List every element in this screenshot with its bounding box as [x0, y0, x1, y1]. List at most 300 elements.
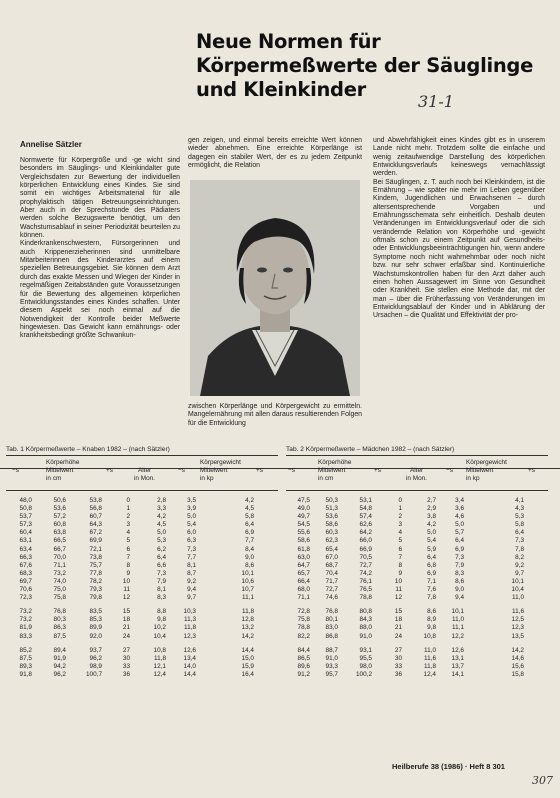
portrait-image — [190, 180, 360, 396]
col1-paragraph-1: Normwerte für Körpergröße und -ge wicht sind besonders im Säuglings- und Kleinkindalter gute Vergleichsdaten zur Bewertung der individuellen körperlichen Entwicklung eines Kindes. Sie sind somit ein wichtiges Arbeitsmaterial für alle prophylaktisch tätigen Betreuungseinrichtungen. Aber auch in der Sprechstunde des Pädiaters werden solche Bezugswerte benötigt, um den Wachstumsablauf in seiner Periodizität beurteilen zu können. — [20, 157, 180, 240]
table-cell: 33 — [122, 662, 130, 670]
table-cell: 64,7 — [297, 561, 310, 569]
table-cell: 7,9 — [455, 561, 464, 569]
table-cell: 89,6 — [297, 662, 310, 670]
table-cell: 1 — [126, 505, 130, 513]
table-cell: 55,6 — [297, 529, 310, 537]
table-cell: 49,0 — [297, 505, 310, 513]
table-cell: 66,0 — [359, 537, 372, 545]
table-cell: 13,4 — [183, 654, 196, 662]
table-cell: 5,8 — [245, 513, 254, 521]
col2-bottom-text: zwischen Körperlänge und Körpergewicht zu ermitteln. Mangelernährung mit allen daraus resultierenden Folgen für die Entwicklung — [188, 403, 362, 427]
table-cell: 14,0 — [183, 662, 196, 670]
table-cell: 5,0 — [187, 513, 196, 521]
table-cell: 60,7 — [89, 513, 102, 521]
header-mean-unit: in cm — [318, 475, 334, 482]
table-cell: 8,2 — [515, 553, 524, 561]
table-cell: 27 — [394, 646, 402, 654]
header-plus: +s — [374, 467, 381, 474]
table-cell: 69,9 — [89, 537, 102, 545]
table-cell: 13,5 — [511, 632, 524, 640]
table-cell: 80,8 — [359, 608, 372, 616]
table-cell: 64,2 — [359, 529, 372, 537]
table-cell: 88,0 — [359, 624, 372, 632]
table-cell: 60,3 — [325, 529, 338, 537]
table-cell: 2 — [126, 513, 130, 521]
table-cell: 10,8 — [423, 632, 436, 640]
table-cell: 60,8 — [53, 521, 66, 529]
header-weight-mean: Mittelwert — [200, 467, 228, 474]
header-plus-weight: +s — [528, 467, 535, 474]
table-cell: 12,6 — [451, 646, 464, 654]
table-cell: 79,8 — [89, 594, 102, 602]
table-cell: 14,2 — [241, 632, 254, 640]
header-age: Alter — [138, 467, 152, 474]
header-mean: Mittelwert — [46, 467, 74, 474]
table-cell: 53,7 — [19, 513, 32, 521]
table-cell: 68,0 — [297, 586, 310, 594]
table-cell: 6,9 — [427, 569, 436, 577]
table-cell: 6,4 — [515, 529, 524, 537]
table-cell: 66,4 — [297, 577, 310, 585]
header-age-unit: in Mon. — [406, 475, 427, 482]
table-cell: 91,0 — [359, 632, 372, 640]
table-cell: 3,3 — [157, 505, 166, 513]
table-cell: 81,9 — [19, 624, 32, 632]
table-cell: 12,3 — [511, 624, 524, 632]
table-cell: 5,3 — [157, 537, 166, 545]
table-cell: 74,2 — [359, 569, 372, 577]
header-age-unit: in Mon. — [134, 475, 155, 482]
table-cell: 53,6 — [53, 505, 66, 513]
table-row — [286, 586, 548, 594]
table-cell: 12,2 — [451, 632, 464, 640]
table-row — [286, 647, 548, 655]
table-row — [6, 594, 278, 602]
table-cell: 14,4 — [183, 670, 196, 678]
table-cell: 4,1 — [515, 497, 524, 504]
table-cell: 9 — [398, 569, 402, 577]
table-cell: 73,2 — [19, 616, 32, 624]
table-cell: 66,9 — [359, 545, 372, 553]
table-cell: 72,7 — [359, 561, 372, 569]
author-photo — [190, 180, 360, 396]
header-mean: Mittelwert — [318, 467, 346, 474]
table-row — [6, 578, 278, 586]
table-cell: 58,6 — [297, 537, 310, 545]
table-cell: 6,4 — [245, 521, 254, 529]
table-cell: 7,7 — [187, 553, 196, 561]
header-plus-weight: +s — [256, 467, 263, 474]
table-cell: 54,8 — [359, 505, 372, 513]
table-cell: 100,2 — [356, 670, 372, 678]
table-row — [286, 554, 548, 562]
table-row — [6, 633, 278, 641]
table-cell: 53,6 — [325, 513, 338, 521]
col3-paragraph-2: Bei Säuglingen, z. T. auch noch bei Kleinkindern, ist die Ernährung – wie später nie mehr im Leben gegenüber Kindern, Jugendlichen und Erwachsenen – durch altersentsprechende Vorgaben und Ernährungsschemata sehr einheitlich. Deshalb deuten Veränderungen im Entwicklungsverlauf oder die sich verändernde Relation von Körperhöhe und -gewicht oftmals schon zu einem Zeitpunkt auf Gesundheits- oder Entwicklungsbeeinträchtigungen hin, wenn andere Symptome noch nicht wahrnehmbar oder noch nicht bzw. nur sehr schwer erfaßbar sind. Kontinuierliche Wachstumskontrollen haben für den Arzt daher auch einen hohen Aussagewert im Sinne von Gesundheit oder Krankheit. Sie stellen eine Methode dar, mit der man – über die Früherfassung von Veränderungen im Entwicklungsablauf der Kinder und in Abklärung der Ursachen – die Qualität und Effektivität der pro- — [373, 178, 545, 320]
table-cell: 11,8 — [424, 662, 436, 670]
table-cell: 47,5 — [297, 497, 310, 504]
table-cell: 77,8 — [89, 569, 102, 577]
table-cell: 8,6 — [245, 561, 254, 569]
table-cell: 24 — [122, 632, 130, 640]
table-row — [6, 521, 278, 529]
table-cell: 98,0 — [359, 662, 372, 670]
table-cell: 11,0 — [452, 616, 464, 624]
col3-paragraph-1: und Abwehrfähigkeit eines Kindes gibt es in unserem Lande nicht mehr. Trotzdem sollte die einfache und wenig zeitaufwendige Darstellung des körperlichen Entwicklungsverlaufs keineswegs vernachlässigt werden. — [373, 137, 545, 178]
table-cell: 76,5 — [359, 586, 372, 594]
table-cell: 86,8 — [325, 632, 338, 640]
table-boys — [6, 446, 278, 679]
table-cell: 72,3 — [19, 594, 32, 602]
table-cell: 12,4 — [153, 670, 166, 678]
table-cell: 4,6 — [455, 513, 464, 521]
table-cell: 2,7 — [427, 497, 436, 504]
table-cell: 93,1 — [359, 646, 372, 654]
author-name: Annelise Sätzler — [20, 140, 82, 149]
table-cell: 6,8 — [427, 561, 436, 569]
table-cell: 56,8 — [89, 505, 102, 513]
table-cell: 7,8 — [427, 594, 436, 602]
table-row — [6, 608, 278, 616]
header-minus-weight: −s — [178, 467, 185, 474]
table-cell: 85,3 — [89, 616, 102, 624]
table-cell: 3 — [126, 521, 130, 529]
column-1 — [20, 157, 180, 341]
table-cell: 48,0 — [19, 497, 32, 504]
table-cell: 9,7 — [187, 594, 196, 602]
table-cell: 12,6 — [183, 646, 196, 654]
table-row — [6, 671, 278, 679]
table-cell: 100,7 — [86, 670, 102, 678]
table-cell: 84,3 — [359, 616, 372, 624]
table-cell: 27 — [122, 646, 130, 654]
table-cell: 6 — [126, 545, 130, 553]
table-cell: 15 — [122, 608, 130, 616]
table-row — [286, 624, 548, 632]
table-cell: 7,3 — [157, 569, 166, 577]
table-row — [6, 529, 278, 537]
table-cell: 6,4 — [157, 553, 166, 561]
table-cell: 58,6 — [325, 521, 338, 529]
table-cell: 63,8 — [53, 529, 66, 537]
table-row — [6, 513, 278, 521]
table-cell: 15,6 — [511, 662, 524, 670]
table-cell: 86,3 — [53, 624, 66, 632]
table-cell: 87,5 — [53, 632, 66, 640]
table-cell: 10 — [122, 577, 130, 585]
table-cell: 7,3 — [187, 545, 196, 553]
table-cell: 96,2 — [53, 670, 66, 678]
table-row — [286, 616, 548, 624]
table-row — [286, 505, 548, 513]
table-cell: 10,7 — [241, 586, 254, 594]
table-cell: 16,4 — [241, 670, 254, 678]
table-cell: 1 — [398, 505, 402, 513]
table-header — [286, 456, 548, 491]
title-line-1: Neue Normen für — [196, 30, 381, 53]
table-cell: 5,4 — [427, 537, 436, 545]
table-girls — [286, 446, 548, 679]
table-cell: 49,7 — [297, 513, 310, 521]
table-cell: 3 — [398, 521, 402, 529]
table-cell: 7,7 — [245, 537, 254, 545]
table-cell: 7,3 — [515, 537, 524, 545]
table-cell: 11,1 — [452, 624, 464, 632]
table-cell: 83,5 — [89, 608, 102, 616]
handwritten-page-number: 307 — [532, 774, 553, 787]
table-row — [286, 513, 548, 521]
table-cell: 8,4 — [245, 545, 254, 553]
header-minus-weight: −s — [446, 467, 453, 474]
table-cell: 7 — [398, 553, 402, 561]
table-cell: 10,1 — [451, 608, 464, 616]
table-cell: 96,2 — [89, 654, 102, 662]
table-cell: 12 — [122, 594, 130, 602]
table-row — [286, 497, 548, 505]
table-cell: 5,9 — [427, 545, 436, 553]
table-cell: 75,0 — [53, 586, 66, 594]
table-cell: 67,2 — [89, 529, 102, 537]
table-cell: 84,4 — [297, 646, 310, 654]
table-cell: 8 — [126, 561, 130, 569]
table-cell: 8 — [398, 561, 402, 569]
table-cell: 82,2 — [297, 632, 310, 640]
table-cell: 61,8 — [297, 545, 310, 553]
table-cell: 9,0 — [455, 586, 464, 594]
table-cell: 71,1 — [53, 561, 66, 569]
table-cell: 68,7 — [325, 561, 338, 569]
table-row — [6, 570, 278, 578]
table-cell: 91,8 — [19, 670, 32, 678]
table-cell: 95,7 — [325, 670, 338, 678]
col2-top-text: gen zeigen, und einmal bereits erreichte Wert können wieder abnehmen. Eine erreichte Körperlänge ist dagegen ein stabiler Wert, der es zu jedem Zeitpunkt ermöglicht, die Relation — [188, 137, 362, 170]
table-row — [286, 671, 548, 679]
table-cell: 53,1 — [359, 497, 372, 504]
table-cell: 21 — [394, 624, 402, 632]
table-cell: 6,0 — [187, 529, 196, 537]
table-cell: 87,5 — [19, 654, 32, 662]
table-cell: 3,6 — [455, 505, 464, 513]
table-cell: 89,9 — [89, 624, 102, 632]
table-cell: 10,2 — [153, 624, 166, 632]
table-cell: 11,8 — [184, 624, 196, 632]
header-weight-mean: Mittelwert — [466, 467, 494, 474]
table-cell: 12,4 — [423, 670, 436, 678]
table-cell: 76,8 — [325, 608, 338, 616]
header-age: Alter — [410, 467, 424, 474]
table-cell: 9,7 — [515, 569, 524, 577]
table-cell: 74,0 — [53, 577, 66, 585]
table-cell: 14,1 — [451, 670, 464, 678]
table-cell: 10,6 — [241, 577, 254, 585]
header-minus: −s — [12, 467, 19, 474]
table-cell: 11,1 — [242, 594, 254, 602]
table-cell: 5,4 — [187, 521, 196, 529]
table-cell: 13,7 — [451, 662, 464, 670]
table-cell: 80,1 — [325, 616, 338, 624]
table-row — [6, 546, 278, 554]
table-cell: 3,8 — [427, 513, 436, 521]
table-cell: 70,4 — [325, 569, 338, 577]
table-cell: 15,8 — [511, 670, 524, 678]
table-cell: 66,5 — [53, 537, 66, 545]
table-cell: 24 — [394, 632, 402, 640]
column-3 — [373, 137, 545, 321]
table-body — [6, 497, 278, 679]
table-cell: 12,5 — [511, 616, 524, 624]
table-cell: 6,2 — [157, 545, 166, 553]
table-cell: 8,7 — [187, 569, 196, 577]
table-cell: 9,8 — [157, 616, 166, 624]
table-cell: 9 — [126, 569, 130, 577]
table-cell: 10,4 — [153, 632, 166, 640]
table-row — [286, 537, 548, 545]
table-cell: 4 — [126, 529, 130, 537]
table-cell: 30 — [122, 654, 130, 662]
header-plus: +s — [106, 467, 113, 474]
header-minus: −s — [288, 467, 295, 474]
table-cell: 60,4 — [19, 529, 32, 537]
table-cell: 79,3 — [89, 586, 102, 594]
table-cell: 73,2 — [53, 569, 66, 577]
table-cell: 11,6 — [424, 654, 436, 662]
table-cell: 14,6 — [511, 654, 524, 662]
table-cell: 12,3 — [183, 632, 196, 640]
table-cell: 57,3 — [19, 521, 32, 529]
table-cell: 78,8 — [297, 624, 310, 632]
table-cell: 6,3 — [187, 537, 196, 545]
table-cell: 8,6 — [455, 577, 464, 585]
table-cell: 63,4 — [19, 545, 32, 553]
table-cell: 53,8 — [89, 497, 102, 504]
table-cell: 3,9 — [187, 505, 196, 513]
table-cell: 4,2 — [245, 497, 254, 504]
table-cell: 8,1 — [157, 586, 166, 594]
table-cell: 70,6 — [19, 586, 32, 594]
table-cell: 65,7 — [297, 569, 310, 577]
page-footer: Heilberufe 38 (1986) · Heft 8 301 — [392, 762, 505, 771]
table-cell: 5,0 — [455, 521, 464, 529]
table-cell: 2 — [398, 513, 402, 521]
header-mean-unit: in cm — [46, 475, 62, 482]
table-cell: 76,1 — [359, 577, 372, 585]
table-cell: 11 — [123, 586, 130, 594]
table-row — [6, 647, 278, 655]
table-cell: 11,6 — [512, 608, 524, 616]
table-cell: 30 — [394, 654, 402, 662]
table-cell: 95,5 — [359, 654, 372, 662]
table-cell: 9,8 — [427, 624, 436, 632]
table-cell: 62,3 — [325, 537, 338, 545]
table-cell: 70,0 — [53, 553, 66, 561]
table-cell: 7,1 — [427, 577, 436, 585]
table-row — [6, 616, 278, 624]
table-cell: 6,6 — [157, 561, 166, 569]
table-cell: 63,1 — [19, 537, 32, 545]
table-cell: 68,3 — [19, 569, 32, 577]
table-cell: 8,3 — [455, 569, 464, 577]
header-weight: Körpergewicht — [466, 459, 507, 466]
table-cell: 10,8 — [153, 646, 166, 654]
table-row — [286, 578, 548, 586]
table-cell: 12,1 — [153, 662, 166, 670]
table-cell: 83,0 — [325, 624, 338, 632]
table-cell: 6,9 — [455, 545, 464, 553]
table-cell: 64,3 — [89, 521, 102, 529]
table-cell: 15,0 — [241, 654, 254, 662]
table-cell: 71,7 — [325, 577, 338, 585]
table-cell: 78,2 — [89, 577, 102, 585]
table-cell: 78,8 — [359, 594, 372, 602]
table-row-group — [6, 647, 278, 679]
table-cell: 76,8 — [53, 608, 66, 616]
table-cell: 98,9 — [89, 662, 102, 670]
table-cell: 5 — [126, 537, 130, 545]
table-header — [6, 456, 278, 491]
table-cell: 6,4 — [427, 553, 436, 561]
table-cell: 67,0 — [325, 553, 338, 561]
table-cell: 9,4 — [455, 594, 464, 602]
table-cell: 8,9 — [427, 616, 436, 624]
table-cell: 5 — [398, 537, 402, 545]
table-cell: 7,3 — [455, 553, 464, 561]
table-cell: 2,9 — [427, 505, 436, 513]
table-row — [6, 554, 278, 562]
table-cell: 6 — [398, 545, 402, 553]
table-cell: 14,2 — [511, 646, 524, 654]
table-cell: 67,6 — [19, 561, 32, 569]
table-cell: 4,3 — [515, 505, 524, 513]
article-title — [196, 30, 556, 102]
table-row — [286, 521, 548, 529]
title-line-2: Körpermeßwerte der Säuglinge — [196, 54, 534, 77]
table-body — [286, 497, 548, 679]
table-cell: 73,8 — [89, 553, 102, 561]
table-cell: 4 — [398, 529, 402, 537]
table-cell: 5,0 — [157, 529, 166, 537]
table-cell: 94,2 — [53, 662, 66, 670]
table-cell: 15 — [394, 608, 402, 616]
table-cell: 91,2 — [297, 670, 310, 678]
table-cell: 11,3 — [184, 616, 196, 624]
table-cell: 11,0 — [424, 646, 436, 654]
table-cell: 65,4 — [325, 545, 338, 553]
table-cell: 63,0 — [297, 553, 310, 561]
table-cell: 89,4 — [53, 646, 66, 654]
table-row — [286, 529, 548, 537]
header-weight-unit: in kp — [466, 475, 480, 482]
table-cell: 11 — [395, 586, 402, 594]
table-cell: 88,7 — [325, 646, 338, 654]
table-cell: 9,2 — [187, 577, 196, 585]
table-row — [6, 624, 278, 632]
table-cell: 8,6 — [427, 608, 436, 616]
table-cell: 11,8 — [154, 654, 166, 662]
table-cell: 9,2 — [515, 561, 524, 569]
table-cell: 5,3 — [515, 513, 524, 521]
table-cell: 0 — [126, 497, 130, 504]
table-row — [286, 663, 548, 671]
table-cell: 6,9 — [245, 529, 254, 537]
table-cell: 10,1 — [241, 569, 254, 577]
table-cell: 7,9 — [157, 577, 166, 585]
table-row — [6, 537, 278, 545]
table-cell: 91,9 — [53, 654, 66, 662]
table-cell: 11,0 — [512, 594, 524, 602]
table-row-group — [286, 608, 548, 640]
table-cell: 4,5 — [157, 521, 166, 529]
